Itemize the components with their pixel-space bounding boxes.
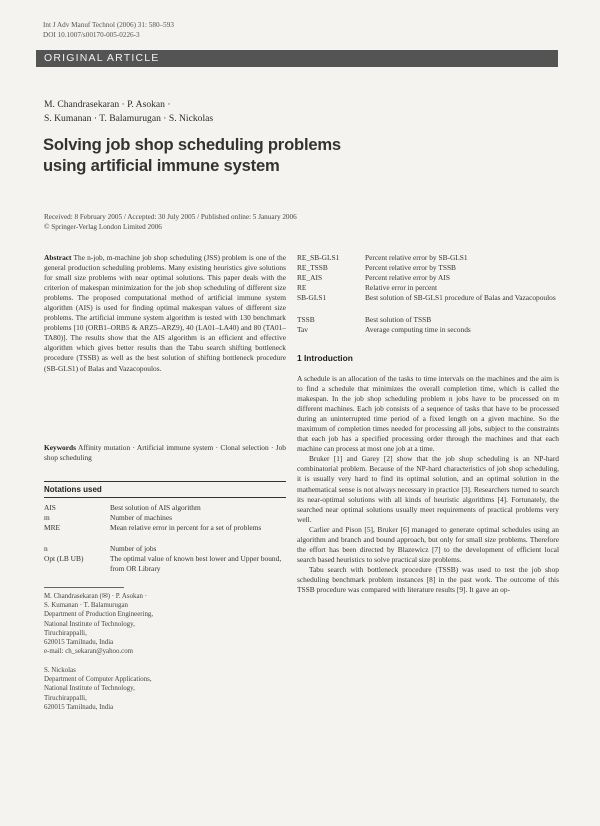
keywords [44, 443, 286, 463]
notation-row [44, 513, 286, 523]
affiliation-line: S. Nickolas [44, 667, 76, 674]
notation-symbol: m [44, 513, 50, 522]
journal-citation [43, 20, 174, 40]
symbol-name: TSSB [297, 315, 315, 324]
intro-paragraph: A schedule is an allocation of the tasks to time intervals on the machines and the aim is to find a schedule that minimizes the overall completion time, which is called the makespan. In the job shop scheduling problem n jobs have to be processed on m different machines. Each job consists of a sequence of tasks that have to be processed during an uninterrupted time period of a fixed length on a given machine. So the maximum of completion times needed for processing all jobs, subject to the constraints that each job has a specified processing order through the machines and that each machine can process at most one job at a time. [297, 374, 559, 454]
title-line-1: Solving job shop scheduling problems [43, 135, 341, 154]
affiliation-line: Department of Production Engineering, [44, 611, 154, 619]
symbol-definition: Relative error in percent [365, 283, 438, 292]
symbol-definition: Percent relative error by AIS [365, 273, 450, 282]
affiliation-line: Tiruchirappalli, [44, 694, 87, 702]
notation-symbol: Opt (LB UB) [44, 554, 84, 563]
notations-mid-rule [44, 497, 286, 498]
symbol-name: RE_TSSB [297, 263, 328, 272]
authors-line-2: S. Kumanan · T. Balamurugan · S. Nickolas [44, 112, 214, 124]
affiliation-line: M. Chandrasekaran (✉) · P. Asokan · [44, 593, 147, 600]
notation-definition: The optimal value of known best lower and Upper bound, from OR Library [110, 554, 282, 573]
doi-line: DOI 10.1007/s00170-005-0226-3 [43, 31, 140, 39]
symbol-definition: Percent relative error by TSSB [365, 263, 456, 272]
copyright-line: © Springer-Verlag London Limited 2006 [44, 223, 162, 231]
symbol-definition: Average computing time in seconds [365, 325, 471, 334]
journal-line: Int J Adv Manuf Technol (2006) 31: 580–593 [43, 21, 174, 29]
symbol-name: RE [297, 283, 307, 292]
notation-definition: Number of jobs [110, 544, 157, 553]
symbol-name: SB-GLS1 [297, 293, 327, 302]
intro-paragraph: Bruker [1] and Garey [2] show that the job shop scheduling is an NP-hard combinatorial problem. Because of the NP-hard characteristics of job shop scheduling, it is usually very hard to find its optimal solution, and an optimal solution in the mathematical sense is not always necessary in practice [3]. Researchers turned to search its near-optimal solutions with all kinds of heuristic algorithms [4]. Fortunately, the searched near optimal solutions usually meet requirements of practical problems very well. [297, 454, 559, 524]
symbol-definition: Best solution of TSSB [365, 315, 432, 324]
affiliation-line: National Institute of Technology, [44, 685, 135, 693]
symbol-definition: Best solution of SB-GLS1 procedure of Balas and Vazacopoulos [365, 293, 556, 302]
article-title [43, 134, 341, 176]
notation-definition: Number of machines [110, 513, 172, 522]
introduction-body [297, 374, 559, 595]
abstract [44, 253, 286, 374]
intro-paragraph: Carlier and Pison [5], Bruker [6] managed to generate optimal schedules using an algorithm and branch and bound approach, but only for small size problems. Therefore the effort has been directed by Blazewicz [7] to the development of efficient local search based heuristics to solve practical size problems. [297, 524, 559, 564]
symbol-list [297, 253, 559, 343]
notation-symbol: MRE [44, 523, 61, 532]
title-line-2: using artificial immune system [43, 156, 280, 175]
notation-row [44, 523, 286, 543]
notation-row [44, 544, 286, 554]
affiliation-line: 620015 Tamilnadu, India [44, 639, 114, 647]
abstract-label: Abstract [44, 253, 72, 262]
publication-dates [44, 212, 297, 232]
notation-definition: Mean relative error in percent for a set of problems [110, 523, 262, 532]
notation-row [44, 503, 286, 513]
affiliation-line: Department of Computer Applications, [44, 676, 152, 684]
intro-paragraph: Tabu search with bottleneck procedure (TSSB) was used to test the job shop scheduling benchmark problem instances [8] in the past work. The outcome of this TSSB procedure was compared with literature results [9]. It gave an op- [297, 564, 559, 594]
notation-definition: Best solution of AIS algorithm [110, 503, 201, 512]
notation-symbol: n [44, 544, 48, 553]
affiliation-block-2 [44, 666, 244, 712]
symbol-definition: Percent relative error by SB-GLS1 [365, 253, 468, 262]
affiliation-line: 620015 Tamilnadu, India [44, 703, 114, 711]
notations-heading: Notations used [44, 485, 102, 494]
notation-symbol: AIS [44, 503, 56, 512]
symbol-name: RE_SB-GLS1 [297, 253, 340, 262]
section-heading-introduction: 1 Introduction [297, 353, 353, 363]
dates-line: Received: 8 February 2005 / Accepted: 30 July 2005 / Published online: 5 January 2006 [44, 213, 297, 221]
keywords-text: Affinity mutation · Artificial immune system · Clonal selection · Job shop scheduling [44, 443, 286, 463]
notation-row [44, 554, 286, 574]
symbol-name: Tav [297, 325, 308, 334]
affiliation-line: National Institute of Technology, [44, 620, 135, 628]
notations-top-rule [44, 481, 286, 482]
symbol-name: RE_AIS [297, 273, 323, 282]
affiliation-rule [44, 587, 124, 588]
email-line: e-mail: ch_sekaran@yahoo.com [44, 648, 133, 656]
affiliation-line: Tiruchirappalli, [44, 629, 87, 637]
affiliation-line: S. Kumanan · T. Balamurugan [44, 602, 128, 610]
article-type-banner: ORIGINAL ARTICLE [36, 50, 558, 67]
authors-line-1: M. Chandrasekaran · P. Asokan · [44, 99, 171, 110]
author-list [44, 98, 213, 125]
abstract-text: The n-job, m-machine job shop scheduling (JSS) problem is one of the general production scheduling problems. Many existing heuristics give solutions for small size problems with near optimal solutions. This paper deals with the criterion of makespan minimization for the job shop scheduling of different size problems. The proposed computational method of artificial immune system algorithm (AIS) is used for finding optimal makespan values of different size problems. The artificial immune system algorithm is tested with 130 benchmark problems [10 (ORB1–ORB5 & ARZ5–ARZ9), 40 (LA01–LA40) and 80 (TA01–TA80)]. The results show that the AIS algorithm is an efficient and effective algorithm which gives better results than the Tabu search shifting bottleneck procedure (TSSB) as well as the best solution of shifting bottleneck procedure (SB-GLS1) of Balas and Vazacopoulos. [44, 253, 286, 373]
keywords-label: Keywords [44, 443, 77, 452]
affiliation-block-1 [44, 592, 244, 656]
